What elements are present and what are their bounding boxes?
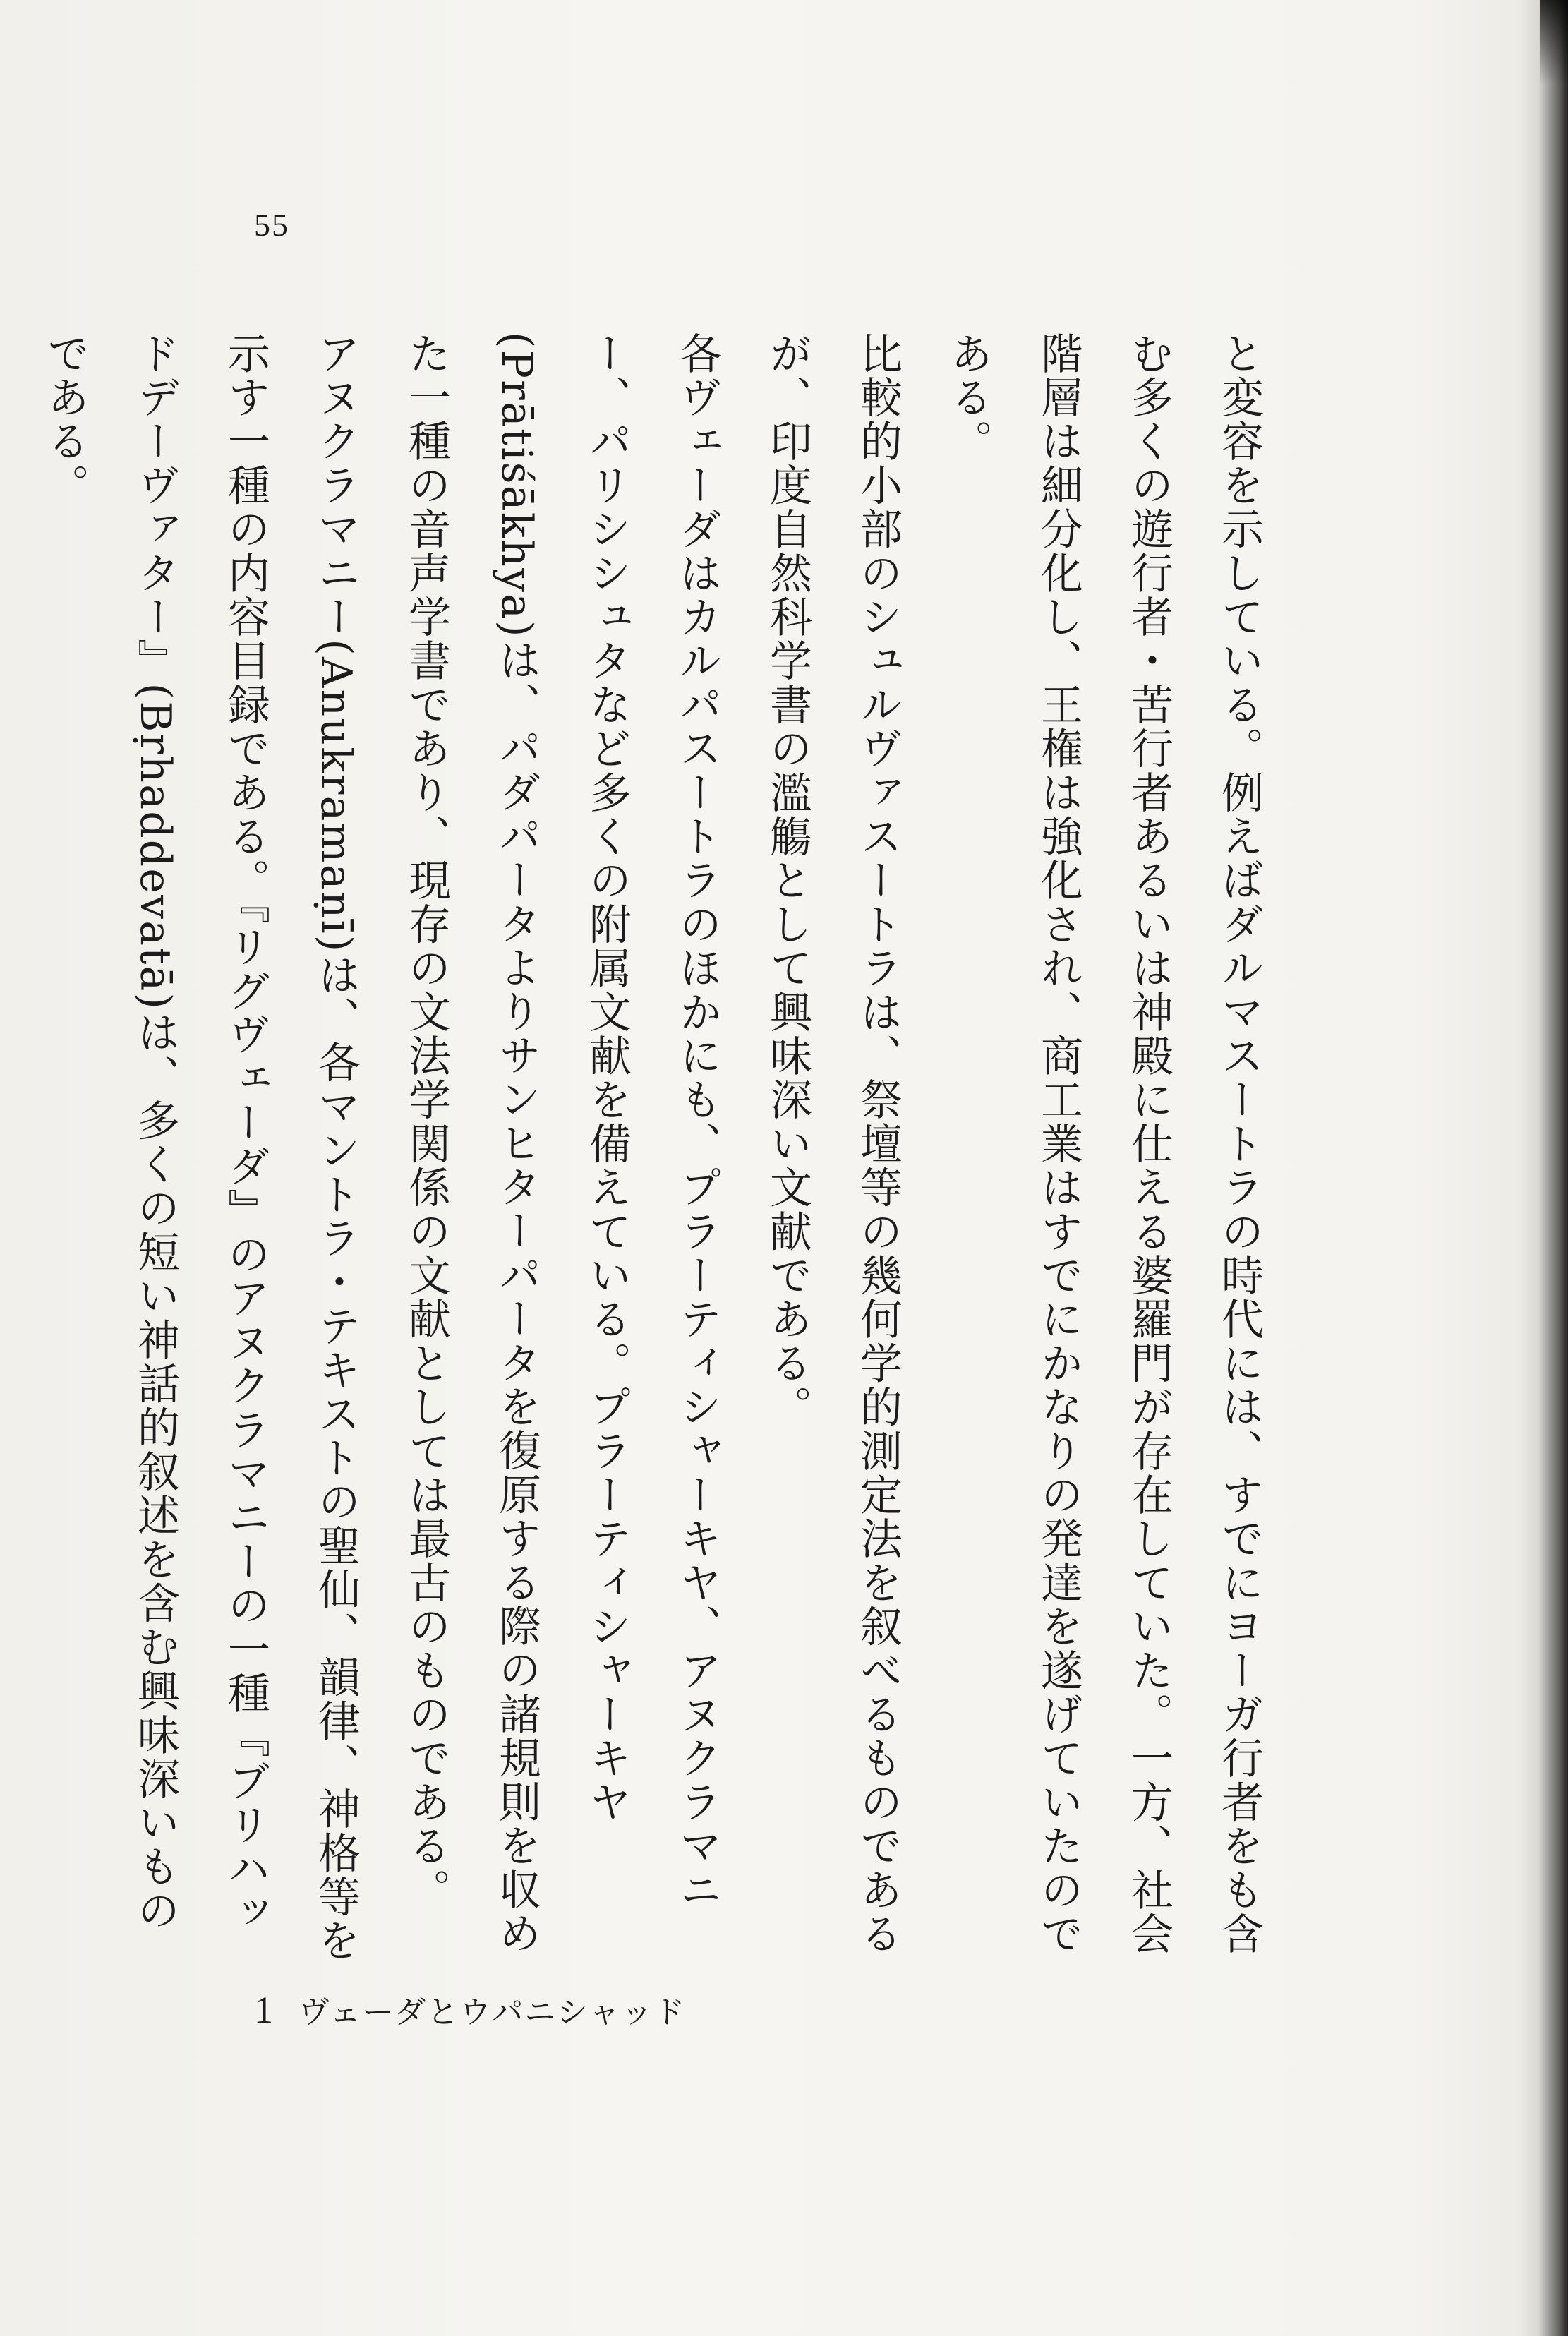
vertical-body-text [40,332,1284,1976]
paragraph-5 [0,332,20,1976]
scan-edge-shadow [1519,0,1568,2336]
paragraph-2: 比較的小部のシュルヴァスートラは、祭壇等の幾何学的測定法を叙べるものであるが、印度自然科学書の濫觴として興味深い文献である。 [763,332,903,1956]
chapter-title: ヴェーダとウパニシャッド [298,1994,687,2030]
chapter-number: 1 [254,1989,273,2031]
paragraph-4: アヌクラマニー(Anukramaṇī)は、各マントラ・テキストの聖仙、韻律、神格等を示す一種の内容目録である。『リグヴェーダ』のアヌクラマニーの一種『ブリハッドデーヴァター』(Bṛhaddevatā)は、多くの短い神話的叙述を含む興味深いものである。 [40,332,361,1963]
page-number: 55 [254,207,289,243]
scan-corner-mark [1540,0,1568,85]
paragraph-1: と変容を示している。例えばダルマスートラの時代には、すでにヨーガ行者をも含む多くの遊行者・苦行者あるいは神殿に仕える婆羅門が存在していた。一方、社会階層は細分化し、王権は強化され、商工業はすでにかなりの発達を遂げていたのである。 [943,332,1264,1956]
running-footer [254,1987,686,2032]
paragraph-3: 各ヴェーダはカルパスートラのほかにも、プラーティシャーキヤ、アヌクラマニー、パリシシュタなど多くの附属文献を備えている。プラーティシャーキヤ(Prātiśākhya)は、パダパータよりサンヒターパータを復原する際の諸規則を収めた一種の音声学書であり、現存の文法学関係の文献としては最古のものである。 [402,332,722,1956]
